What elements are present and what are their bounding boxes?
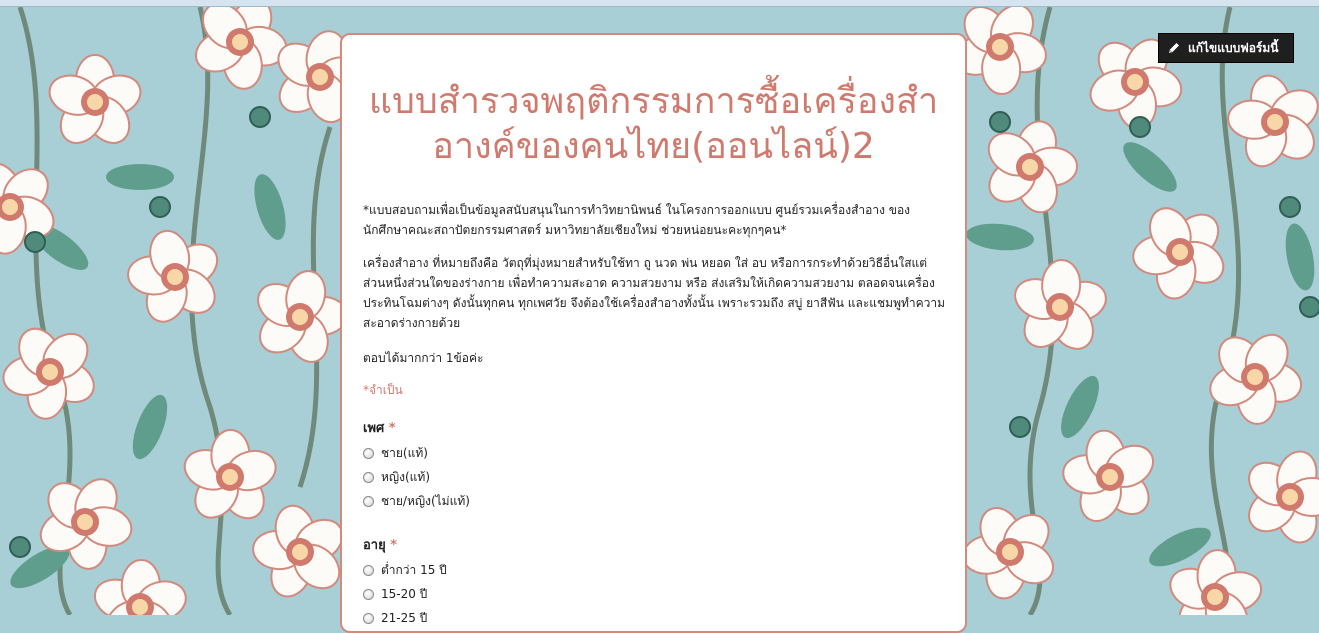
radio-button[interactable] [363,472,374,483]
edit-form-label: แก้ไขแบบฟอร์มนี้ [1188,40,1279,55]
required-star: * [388,421,396,436]
gender-option-other[interactable] [363,492,470,511]
form-description-2: เครื่องสำอาง ที่หมายถึงคือ วัตถุที่มุ่งหมายสำหรับใช้ทา ถู นวด พ่น หยอด ใส่ อบ หรือการกระทำด้วยวิธีอื่นใสแต่ส่วนหนึ่งส่วนใดของร่างกาย เพื่อทำความสะอาด ความสวยงาม หรือ ส่งเสริมให้เกิดความสวยงาม ตลอดจนเครื่องประทินโฉมต่างๆ ดังนั้นทุกคน ทุกเพศวัย จึงต้องใช้เครื่องสำอางทั้งนั้น เพราะรวมถึง สบู่ ยาสีฟัน และแชมพูทำความสะอาดร่างกายด้วย [363,256,946,330]
gender-option-male[interactable] [363,444,428,463]
edit-form-button[interactable] [1158,33,1294,63]
radio-button[interactable] [363,589,374,600]
option-label: ชาย/หญิง(ไม่แท้) [381,494,470,508]
option-label: ต่ำกว่า 15 ปี [381,563,447,577]
form-description-1: *แบบสอบถามเพื่อเป็นข้อมูลสนับสนุนในการทำวิทยานิพนธ์ ในโครงการออกแบบ ศูนย์รวมเครื่องสำอาง ของนักศึกษาคณะสถาปัตยกรรมศาสตร์ มหาวิทยาลัยเชียงใหม่ ช่วยหน่อยนะคะทุกๆคน* [363,203,911,237]
radio-button[interactable] [363,565,374,576]
option-label: 21-25 ปี [381,611,428,625]
gender-option-female[interactable] [363,468,430,487]
radio-button[interactable] [363,496,374,507]
option-label: ชาย(แท้) [381,446,428,460]
browser-top-border [0,0,1319,7]
required-star: * [390,538,398,553]
option-label: 15-20 ปี [381,587,428,601]
required-note: *จำเป็น [363,383,403,397]
age-option-15-20[interactable] [363,585,427,604]
option-label: หญิง(แท้) [381,470,431,484]
form-card [340,33,967,633]
radio-button[interactable] [363,448,374,459]
question-age-title [363,534,397,555]
form-description-3: ตอบได้มากกว่า 1ข้อค่ะ [363,351,484,365]
question-gender-label: เพศ [363,421,385,436]
age-option-under-15[interactable] [363,561,447,580]
age-option-21-25[interactable] [363,609,427,628]
question-age-label: อายุ [363,538,386,553]
question-gender-title [363,417,396,438]
form-title: แบบสำรวจพฤติกรรมการซื้อเครื่องสำอางค์ของคนไทย(ออนไลน์)2 [368,81,939,167]
pencil-icon [1167,41,1181,55]
